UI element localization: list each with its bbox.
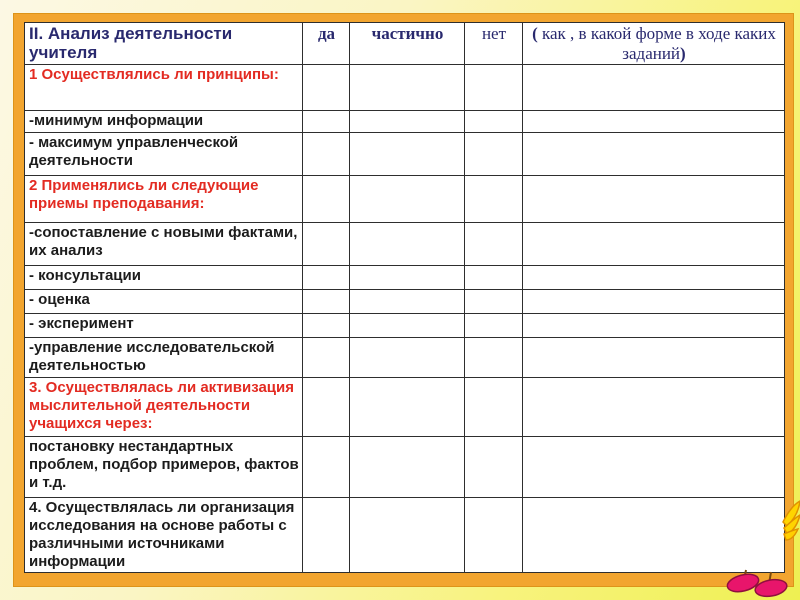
answer-cell-partial — [350, 498, 465, 573]
answer-cell-note — [523, 111, 785, 133]
answer-cell-note — [523, 314, 785, 338]
row-label: 3. Осуществлялась ли активизация мыслительной деятельности учащихся через: — [25, 378, 303, 437]
answer-cell-partial — [350, 176, 465, 223]
answer-cell-yes — [303, 437, 350, 498]
note-close-paren: ) — [680, 44, 686, 63]
analysis-table-area — [24, 22, 784, 572]
row-label: 2 Применялись ли следующие приемы преподавания: — [25, 176, 303, 223]
answer-cell-note — [523, 266, 785, 290]
answer-cell-no — [465, 223, 523, 266]
answer-cell-partial — [350, 338, 465, 378]
answer-cell-no — [465, 378, 523, 437]
col-header-partial: частично — [350, 23, 465, 65]
row-label: - консультации — [25, 266, 303, 290]
answer-cell-no — [465, 498, 523, 573]
answer-cell-partial — [350, 133, 465, 176]
row-label: - эксперимент — [25, 314, 303, 338]
answer-cell-no — [465, 338, 523, 378]
table-row — [25, 111, 785, 133]
answer-cell-yes — [303, 498, 350, 573]
table-row — [25, 266, 785, 290]
table-row — [25, 314, 785, 338]
answer-cell-no — [465, 176, 523, 223]
row-label: -минимум информации — [25, 111, 303, 133]
answer-cell-note — [523, 133, 785, 176]
answer-cell-yes — [303, 176, 350, 223]
answer-cell-yes — [303, 266, 350, 290]
table-row — [25, 223, 785, 266]
table-row — [25, 437, 785, 498]
row-label: 4. Осуществлялась ли организация исследования на основе работы с различными источниками информации — [25, 498, 303, 573]
row-label: -сопоставление с новыми фактами, их анализ — [25, 223, 303, 266]
answer-cell-yes — [303, 378, 350, 437]
answer-cell-partial — [350, 223, 465, 266]
note-open-paren: ( — [532, 24, 538, 43]
answer-cell-partial — [350, 437, 465, 498]
answer-cell-note — [523, 498, 785, 573]
table-row — [25, 290, 785, 314]
row-label: -управление исследовательской деятельностью — [25, 338, 303, 378]
answer-cell-partial — [350, 65, 465, 111]
answer-cell-partial — [350, 290, 465, 314]
answer-cell-note — [523, 65, 785, 111]
row-label: - максимум управленческой деятельности — [25, 133, 303, 176]
table-header-row — [25, 23, 785, 65]
table-row — [25, 338, 785, 378]
answer-cell-no — [465, 266, 523, 290]
answer-cell-note — [523, 290, 785, 314]
analysis-table — [24, 22, 785, 573]
row-label: 1 Осуществлялись ли принципы: — [25, 65, 303, 111]
answer-cell-partial — [350, 378, 465, 437]
answer-cell-no — [465, 437, 523, 498]
answer-cell-no — [465, 314, 523, 338]
answer-cell-yes — [303, 65, 350, 111]
answer-cell-note — [523, 338, 785, 378]
table-row — [25, 65, 785, 111]
table-row — [25, 176, 785, 223]
answer-cell-note — [523, 176, 785, 223]
answer-cell-partial — [350, 314, 465, 338]
answer-cell-note — [523, 378, 785, 437]
col-header-note — [523, 23, 785, 65]
table-title: II. Анализ деятельности учителя — [25, 23, 303, 65]
row-label: - оценка — [25, 290, 303, 314]
row-label: постановку нестандартных проблем, подбор примеров, фактов и т.д. — [25, 437, 303, 498]
answer-cell-no — [465, 65, 523, 111]
answer-cell-yes — [303, 133, 350, 176]
col-header-yes: да — [303, 23, 350, 65]
table-row — [25, 498, 785, 573]
answer-cell-yes — [303, 338, 350, 378]
answer-cell-note — [523, 223, 785, 266]
answer-cell-no — [465, 111, 523, 133]
table-row — [25, 378, 785, 437]
slide-frame — [13, 13, 794, 587]
note-text: как , в какой форме в ходе каких заданий — [537, 24, 776, 63]
answer-cell-no — [465, 290, 523, 314]
answer-cell-yes — [303, 290, 350, 314]
answer-cell-partial — [350, 266, 465, 290]
table-row — [25, 133, 785, 176]
answer-cell-partial — [350, 111, 465, 133]
col-header-no: нет — [465, 23, 523, 65]
answer-cell-no — [465, 133, 523, 176]
answer-cell-note — [523, 437, 785, 498]
answer-cell-yes — [303, 111, 350, 133]
answer-cell-yes — [303, 314, 350, 338]
answer-cell-yes — [303, 223, 350, 266]
